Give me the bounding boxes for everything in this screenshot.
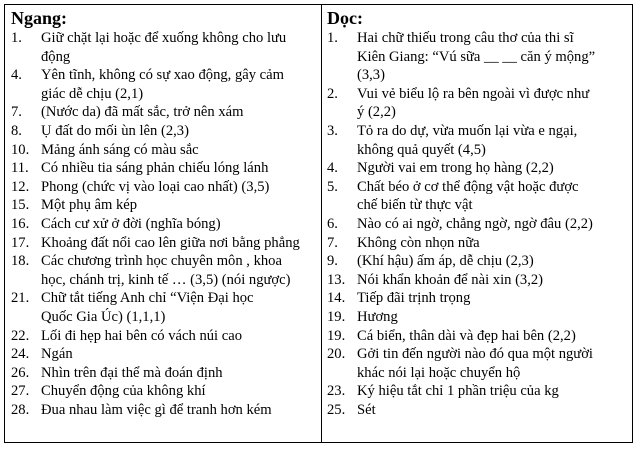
clue-text: Vui vẻ biểu lộ ra bên ngoài vì được như ý (2,2) [357,85,590,121]
doc-clue [327,271,627,290]
clue-text: Ụ đất do mối ùn lên (2,3) [41,122,189,139]
clue-text: Không còn nhọn nữa [357,234,480,251]
clue-text: Nào có ai ngờ, chẳng ngờ, ngờ đâu (2,2) [357,215,593,232]
clue-text: Ngán [41,346,73,363]
clue-number: 6. [327,215,338,232]
clue-number: 23. [327,383,346,400]
clue-number: 14. [327,290,346,307]
clue-text: Các chương trình học chuyên môn , khoa học, chánh trị, kinh tế … (3,5) (nói ngược) [41,253,291,288]
doc-clue [327,289,627,308]
ngang-clue [11,252,317,289]
doc-clue [327,234,627,253]
clue-number: 5. [327,178,338,195]
clue-number: 7. [327,234,338,251]
ngang-clue-list [11,29,317,419]
ngang-clue [11,29,317,66]
clue-text: Khoảng đất nổi cao lên giữa nơi bằng phẳng [41,234,300,251]
clue-number: 2. [327,85,338,102]
clue-number: 10. [11,141,30,158]
clue-number: 17. [11,234,30,251]
ngang-clue [11,103,317,122]
clue-text: Nhìn trên đại thể mà đoán định [41,364,223,381]
ngang-clue [11,178,317,197]
ngang-clue [11,327,317,346]
clue-text: Phong (chức vị vào loại cao nhất) (3,5) [41,178,270,195]
ngang-clue [11,382,317,401]
ngang-clue [11,289,317,326]
clue-text: Tiếp đãi trịnh trọng [357,290,471,307]
clue-text: Giữ chặt lại hoặc để xuống không cho lưu động [41,30,287,65]
ngang-clue [11,122,317,141]
clue-number: 9. [327,253,338,270]
ngang-clue [11,345,317,364]
clue-text: Một phụ âm kép [41,197,138,214]
clue-text: Có nhiều tia sáng phản chiếu lóng lánh [41,160,269,177]
doc-clue [327,85,627,122]
doc-clue [327,401,627,420]
ngang-clue [11,141,317,160]
clue-number: 12. [11,178,30,195]
doc-column [327,5,627,419]
clue-text: Nói khẩn khoản để nài xin (3,2) [357,271,544,288]
clue-number: 25. [327,401,346,418]
clue-text: Hương [357,308,398,325]
clue-text: Ký hiệu tắt chỉ 1 phần triệu của kg [357,383,559,400]
doc-clue [327,345,627,382]
clue-number: 21. [11,290,30,307]
doc-clue [327,308,627,327]
clue-number: 4. [327,160,338,177]
doc-clue-list [327,29,627,419]
ngang-clue [11,401,317,420]
clue-number: 1. [11,30,22,46]
clue-number: 18. [11,253,30,270]
clue-text: Hai chữ thiếu trong câu thơ của thi sĩ Kiên Giang: “Vú sữa __ __ căn ý mộng” (3,3) [357,30,596,84]
clue-number: 4. [11,67,22,84]
clue-number: 19. [327,327,346,344]
clue-text: Đua nhau làm việc gì để tranh hơn kém [41,401,272,418]
clue-text: Sét [357,401,376,418]
ngang-clue [11,159,317,178]
ngang-clue [11,196,317,215]
clue-text: Mảng ánh sáng có màu sắc [41,141,199,158]
clue-text: Chuyển động của không khí [41,383,206,400]
clue-text: Tỏ ra do dự, vừa muốn lại vừa e ngại, không quả quyết (4,5) [357,122,578,158]
clue-text: Lối đi hẹp hai bên có vách núi cao [41,327,242,344]
doc-clue [327,122,627,159]
clue-number: 1. [327,30,338,46]
clue-number: 22. [11,327,30,344]
doc-clue [327,382,627,401]
crossword-clues-table [4,4,633,443]
doc-clue [327,327,627,346]
ngang-clue [11,364,317,383]
clue-text: Chất béo ở cơ thể động vật hoặc được chế biến từ thực vật [357,178,579,214]
clue-number: 26. [11,364,30,381]
doc-clue [327,252,627,271]
clue-text: (Nước da) đã mất sắc, trở nên xám [41,104,244,121]
clue-number: 19. [327,308,346,325]
ngang-heading: Ngang: [11,8,68,28]
clue-number: 24. [11,346,30,363]
clue-text: Yên tĩnh, không có sự xao động, gây cảm giác dễ chịu (2,1) [41,67,284,102]
ngang-clue [11,215,317,234]
clue-number: 28. [11,401,30,418]
clue-number: 8. [11,122,22,139]
clue-number: 7. [11,104,22,121]
doc-clue [327,29,627,85]
clue-text: Cá biển, thân dài và đẹp hai bên (2,2) [357,327,576,344]
clue-text: Chữ tắt tiếng Anh chỉ “Viện Đại học Quốc Gia Úc) (1,1,1) [41,290,254,325]
clue-number: 13. [327,271,346,288]
clue-number: 20. [327,346,346,363]
clue-number: 15. [11,197,30,214]
doc-clue [327,159,627,178]
ngang-clue [11,234,317,253]
doc-heading: Dọc: [327,8,363,28]
clue-number: 11. [11,160,29,177]
clue-number: 3. [327,122,338,139]
doc-clue [327,215,627,234]
doc-clue [327,178,627,215]
clue-number: 16. [11,215,30,232]
clue-text: (Khí hậu) ấm áp, dễ chịu (2,3) [357,253,534,270]
clue-text: Cách cư xử ở đời (nghĩa bóng) [41,215,221,232]
column-divider [321,5,322,442]
ngang-column [11,5,317,419]
clue-text: Gởi tin đến người nào đó qua một người khác nói lại hoặc chuyển hộ [357,346,593,381]
clue-text: Người vai em trong họ hàng (2,2) [357,160,554,177]
ngang-clue [11,66,317,103]
clue-number: 27. [11,383,30,400]
